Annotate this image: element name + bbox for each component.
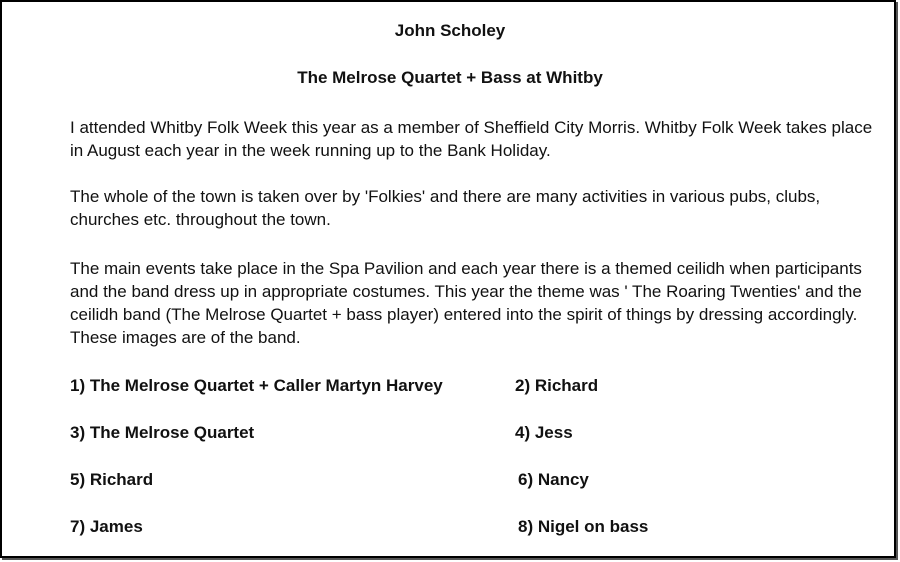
caption-6: 6) Nancy [518,470,589,489]
paragraph-intro: I attended Whitby Folk Week this year as a member of Sheffield City Morris. Whitby Folk Week takes place in August each year in the week running up to the Bank Holiday. [70,118,873,160]
paragraph-town: The whole of the town is taken over by 'Folkies' and there are many activities in various pubs, clubs, churches etc. throughout the town. [70,187,821,229]
caption-1: 1) The Melrose Quartet + Caller Martyn Harvey [70,376,443,395]
caption-7: 7) James [70,517,143,536]
caption-2: 2) Richard [515,376,599,395]
caption-8: 8) Nigel on bass [518,517,649,536]
paragraph-events: The main events take place in the Spa Pavilion and each year there is a themed ceilidh when participants and the band dress up in appropriate costumes. This year the theme was ' The Roaring Twenties' and the ceilidh band (The Melrose Quartet + bass player) entered into the spirit of things by dressing accordingly. These images are of the band. [70,259,862,347]
article-title: The Melrose Quartet + Bass at Whitby [297,68,603,87]
caption-3: 3) The Melrose Quartet [70,423,255,442]
caption-4: 4) Jess [515,423,573,442]
caption-5: 5) Richard [70,470,154,489]
author-name: John Scholey [394,21,506,40]
